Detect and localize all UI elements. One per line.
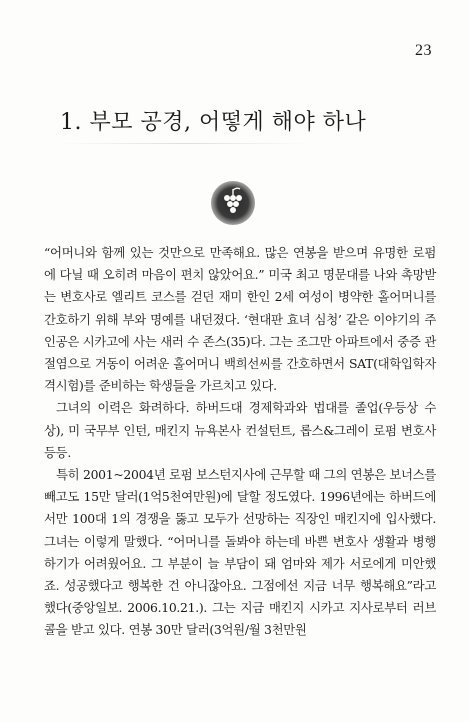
paragraph: 그녀의 이력은 화려하다. 하버드대 경제학과와 법대를 졸업(우등상 수상), 미 국무부 인턴, 매킨지 뉴욕본사 컨설턴트, 롭스&그레이 로펌 변호사 등등.	[44, 400, 436, 460]
chapter-title: 1. 부모 공경, 어떻게 해야 하나	[60, 110, 367, 135]
title-divider	[60, 143, 310, 144]
paragraph: 특히 2001~2004년 로펌 보스턴지사에 근무할 때 그의 연봉은 보너스를 빼고도 15만 달러(1억5천여만원)에 달할 정도였다. 1996년에는 하버드에서만 100대 1의 경쟁을 뚫고 모두가 선망하는 직장인 매킨지에 입사했다. 그녀는 이렇게 말했다. “어머니를 돌봐야 하는데 바쁜 변호사 생활과 병행하기가 어려웠어요. 그 부분이 늘 부담이 돼 엄마와 제가 서로에게 미안했죠. 성공했다고 행복한 건 아니잖아요. 그점에선 지금 너무 행복해요”라고 했다(중앙일보. 2006.10.21.). 그는 지금 매킨지 시카고 지사로부터 러브콜을 받고 있다. 연봉 30만 달러(3억원/월 3천만원	[44, 467, 436, 638]
paragraph: “어머니와 함께 있는 것만으로 만족해요. 많은 연봉을 받으며 유명한 로펌에 다닐 때 오히려 마음이 편치 않았어요.” 미국 최고 명문대를 나와 촉망받는 변호사로 엘리트 코스를 걷던 재미 한인 2세 여성이 병약한 홀어머니를 간호하기 위해 부와 명예를 내던졌다. ‘현대판 효녀 심청’ 같은 이야기의 주인공은 시카고에 사는 새러 수 존스(35)다. 그는 조그만 아파트에서 중증 관절염으로 거동이 어려운 홀어머니 백희선씨를 간호하면서 SAT(대학입학자격시험)를 준비하는 학생들을 가르치고 있다.	[44, 245, 436, 394]
grape-cluster-icon	[208, 178, 258, 228]
page-number: 23	[415, 42, 432, 59]
body-text	[44, 242, 436, 642]
